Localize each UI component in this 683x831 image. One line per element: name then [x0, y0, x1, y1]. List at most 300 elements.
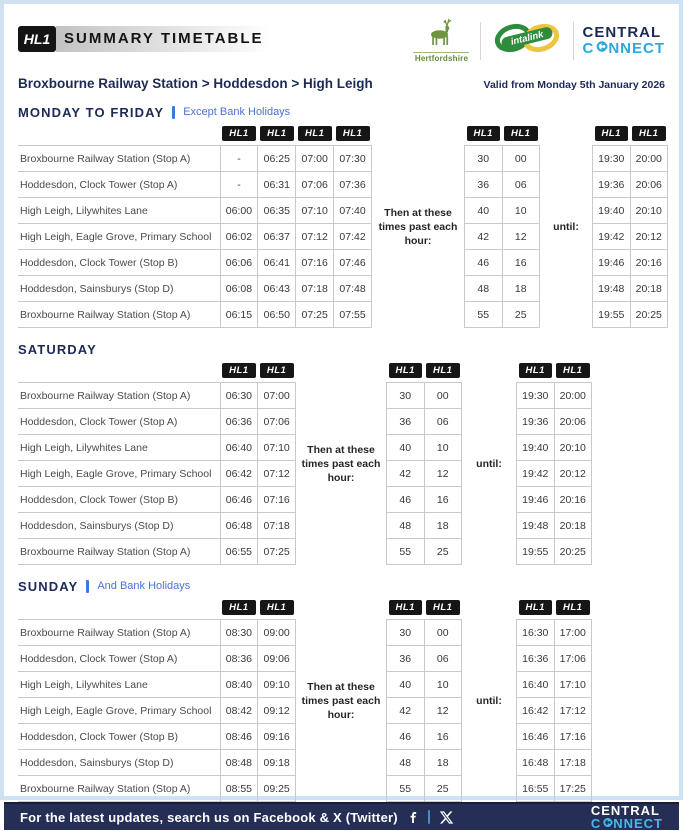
table-row: [517, 698, 592, 724]
time-cell: 55: [387, 539, 425, 565]
time-cell: 48: [465, 276, 503, 302]
time-cell: 16:30: [517, 620, 555, 646]
time-cell: 16:40: [517, 672, 555, 698]
table-row: [387, 776, 462, 802]
table-row: [18, 672, 296, 698]
time-cell: 17:12: [554, 698, 592, 724]
time-cell: 17:10: [554, 672, 592, 698]
header-row: [18, 126, 372, 146]
stops-table: [18, 126, 372, 328]
table-row: [517, 461, 592, 487]
time-cell: 42: [387, 698, 425, 724]
route-badge: HL1: [260, 600, 294, 615]
table-row: [593, 198, 668, 224]
time-cell: 42: [387, 461, 425, 487]
header-row: [18, 363, 296, 383]
table-row: [593, 224, 668, 250]
route-header: [220, 600, 258, 620]
final-times-table: [516, 600, 592, 802]
connect-prefix: C: [582, 39, 595, 57]
table-row: [18, 487, 296, 513]
time-cell: 19:42: [517, 461, 555, 487]
time-cell: 06:06: [220, 250, 258, 276]
table-row: [593, 250, 668, 276]
time-cell: 16:55: [517, 776, 555, 802]
route-badge: HL1: [298, 126, 332, 141]
footer: [4, 802, 679, 830]
route-header: [387, 600, 425, 620]
time-cell: 17:06: [554, 646, 592, 672]
svg-text:intalink: intalink: [510, 29, 546, 48]
time-cell: 07:42: [334, 224, 372, 250]
stop-name: High Leigh, Lilywhites Lane: [20, 204, 148, 217]
section-heading: [18, 341, 665, 357]
time-cell: 19:36: [593, 172, 631, 198]
stop-name: High Leigh, Eagle Grove, Primary School: [20, 230, 212, 243]
table-row: [517, 672, 592, 698]
route-header: [424, 600, 462, 620]
stop-name: Broxbourne Railway Station (Stop A): [20, 389, 191, 402]
stops-header-spacer: [18, 363, 220, 383]
time-cell: 20:25: [554, 539, 592, 565]
time-cell: 07:25: [296, 302, 334, 328]
route-header: [424, 363, 462, 383]
stop-name: Hoddesdon, Clock Tower (Stop B): [20, 256, 178, 269]
table-row: [387, 698, 462, 724]
route-badge: HL1: [556, 363, 590, 378]
time-cell: 06:40: [220, 435, 258, 461]
time-cell: 46: [387, 724, 425, 750]
time-cell: 20:06: [630, 172, 668, 198]
table-row: [517, 409, 592, 435]
time-cell: 08:48: [220, 750, 258, 776]
route-header: [334, 126, 372, 146]
time-cell: 55: [465, 302, 503, 328]
table-row: [387, 750, 462, 776]
time-cell: 17:16: [554, 724, 592, 750]
time-cell: 19:48: [593, 276, 631, 302]
time-cell: 30: [465, 146, 503, 172]
time-cell: 25: [502, 302, 540, 328]
time-cell: 20:00: [630, 146, 668, 172]
route-header: [517, 600, 555, 620]
deer-icon: [424, 18, 458, 51]
time-cell: 06:46: [220, 487, 258, 513]
table-row: [387, 513, 462, 539]
connect-suffix: NNECT: [608, 39, 665, 57]
time-cell: -: [220, 146, 258, 172]
route-header: [630, 126, 668, 146]
connect-infinity-icon: [595, 40, 608, 56]
route-badge: HL1: [519, 600, 553, 615]
route-description: Broxbourne Railway Station > Hoddesdon > High Leigh: [18, 76, 373, 91]
time-cell: 07:12: [258, 461, 296, 487]
time-cell: 00: [424, 620, 462, 646]
time-cell: 40: [465, 198, 503, 224]
stop-name: Hoddesdon, Sainsburys (Stop D): [20, 282, 174, 295]
time-cell: 19:40: [593, 198, 631, 224]
time-cell: 00: [424, 383, 462, 409]
connect-infinity-icon: [602, 817, 613, 830]
time-cell: 12: [424, 461, 462, 487]
table-row: [18, 198, 372, 224]
facebook-icon[interactable]: [408, 808, 419, 827]
route-badge: HL1: [389, 600, 423, 615]
minutes-past-hour-table: [386, 363, 462, 565]
time-cell: 25: [424, 539, 462, 565]
route-header: [258, 126, 296, 146]
route-number-badge: HL1: [18, 26, 56, 52]
time-cell: 19:55: [593, 302, 631, 328]
time-cell: 06:08: [220, 276, 258, 302]
time-cell: 17:18: [554, 750, 592, 776]
route-header: [387, 363, 425, 383]
header: [18, 16, 665, 63]
table-row: [387, 435, 462, 461]
time-cell: 08:46: [220, 724, 258, 750]
table-row: [18, 750, 296, 776]
time-cell: 19:40: [517, 435, 555, 461]
time-cell: 25: [424, 776, 462, 802]
table-row: [517, 513, 592, 539]
time-cell: 20:10: [554, 435, 592, 461]
table-row: [387, 620, 462, 646]
time-cell: 46: [465, 250, 503, 276]
stop-name: Broxbourne Railway Station (Stop A): [20, 626, 191, 639]
stop-name: Hoddesdon, Clock Tower (Stop A): [20, 178, 178, 191]
time-cell: 08:40: [220, 672, 258, 698]
section-title: SUNDAY: [18, 578, 79, 594]
time-cell: 07:25: [258, 539, 296, 565]
header-row: [517, 600, 592, 620]
table-row: [517, 776, 592, 802]
footer-central-connect-logo: [591, 804, 663, 830]
stop-name: Hoddesdon, Clock Tower (Stop B): [20, 730, 178, 743]
time-cell: 18: [502, 276, 540, 302]
table-row: [465, 198, 540, 224]
table-row: [387, 409, 462, 435]
time-cell: 06:36: [220, 409, 258, 435]
time-cell: 06:42: [220, 461, 258, 487]
time-cell: 06:37: [258, 224, 296, 250]
time-cell: 08:42: [220, 698, 258, 724]
x-twitter-icon[interactable]: [439, 810, 454, 825]
header-row: [18, 600, 296, 620]
section-heading: [18, 104, 665, 120]
table-row: [465, 250, 540, 276]
time-cell: 20:18: [630, 276, 668, 302]
logo-divider: [480, 22, 481, 60]
time-cell: 06:25: [258, 146, 296, 172]
time-cell: 48: [387, 750, 425, 776]
stop-name: Hoddesdon, Clock Tower (Stop A): [20, 415, 178, 428]
time-cell: 16: [424, 724, 462, 750]
stops-header-spacer: [18, 600, 220, 620]
time-cell: 12: [424, 698, 462, 724]
page-content: [4, 4, 679, 802]
time-cell: 07:36: [334, 172, 372, 198]
time-cell: 07:12: [296, 224, 334, 250]
section-sunday: [18, 578, 665, 802]
time-cell: 07:40: [334, 198, 372, 224]
time-cell: 19:48: [517, 513, 555, 539]
stop-name: Broxbourne Railway Station (Stop A): [20, 782, 191, 795]
route-row: [18, 76, 665, 91]
time-cell: 06:50: [258, 302, 296, 328]
table-row: [18, 276, 372, 302]
route-header: [220, 363, 258, 383]
time-cell: 06: [424, 409, 462, 435]
table-row: [387, 487, 462, 513]
time-cell: 06:55: [220, 539, 258, 565]
route-header: [296, 126, 334, 146]
route-badge: HL1: [556, 600, 590, 615]
time-cell: 06:48: [220, 513, 258, 539]
time-cell: 07:10: [296, 198, 334, 224]
table-row: [465, 224, 540, 250]
time-cell: 07:06: [296, 172, 334, 198]
time-cell: 20:16: [554, 487, 592, 513]
table-row: [387, 646, 462, 672]
time-cell: 48: [387, 513, 425, 539]
route-badge: HL1: [426, 363, 460, 378]
stop-name: High Leigh, Eagle Grove, Primary School: [20, 467, 212, 480]
time-cell: 20:12: [554, 461, 592, 487]
time-cell: 06:41: [258, 250, 296, 276]
intalink-logo: [489, 19, 565, 62]
header-row: [387, 363, 462, 383]
table-row: [18, 461, 296, 487]
minutes-past-hour-table: [464, 126, 540, 328]
heading-divider: [172, 106, 175, 119]
central-text: CENTRAL: [590, 803, 660, 818]
table-row: [18, 776, 296, 802]
time-cell: 08:30: [220, 620, 258, 646]
stop-name: Hoddesdon, Clock Tower (Stop B): [20, 493, 178, 506]
table-row: [593, 302, 668, 328]
route-badge: HL1: [222, 600, 256, 615]
connect-suffix: NNECT: [613, 816, 663, 831]
then-text: Then at these times past each hour:: [301, 443, 381, 485]
time-cell: 36: [465, 172, 503, 198]
table-row: [517, 646, 592, 672]
time-cell: -: [220, 172, 258, 198]
time-cell: 42: [465, 224, 503, 250]
stops-header-spacer: [18, 126, 220, 146]
time-cell: 55: [387, 776, 425, 802]
stops-table: [18, 363, 296, 565]
route-header: [554, 363, 592, 383]
time-cell: 06:00: [220, 198, 258, 224]
hertfordshire-logo: [410, 18, 472, 63]
table-row: [18, 698, 296, 724]
time-cell: 40: [387, 672, 425, 698]
table-row: [18, 383, 296, 409]
header-row: [517, 363, 592, 383]
table-row: [18, 146, 372, 172]
time-cell: 07:46: [334, 250, 372, 276]
table-row: [387, 383, 462, 409]
time-cell: 10: [424, 672, 462, 698]
stop-name: High Leigh, Eagle Grove, Primary School: [20, 704, 212, 717]
time-cell: 06:30: [220, 383, 258, 409]
social-icons: [408, 808, 454, 827]
route-header: [258, 600, 296, 620]
route-badge: HL1: [389, 363, 423, 378]
central-text: CENTRAL: [582, 24, 662, 41]
time-cell: 40: [387, 435, 425, 461]
timetable-row: [18, 363, 665, 565]
table-row: [465, 172, 540, 198]
table-row: [18, 513, 296, 539]
time-cell: 19:42: [593, 224, 631, 250]
time-cell: 20:00: [554, 383, 592, 409]
section-title: MONDAY TO FRIDAY: [18, 104, 165, 120]
route-badge: HL1: [222, 126, 256, 141]
time-cell: 07:30: [334, 146, 372, 172]
time-cell: 16:46: [517, 724, 555, 750]
time-cell: 06:35: [258, 198, 296, 224]
table-row: [18, 646, 296, 672]
logo-group: [410, 18, 665, 63]
time-cell: 08:36: [220, 646, 258, 672]
table-row: [18, 724, 296, 750]
table-row: [517, 487, 592, 513]
final-times-table: [516, 363, 592, 565]
time-cell: 16: [424, 487, 462, 513]
table-row: [517, 539, 592, 565]
route-header: [554, 600, 592, 620]
time-cell: 30: [387, 383, 425, 409]
route-header: [593, 126, 631, 146]
stop-name: High Leigh, Lilywhites Lane: [20, 441, 148, 454]
minutes-past-hour-table: [386, 600, 462, 802]
icon-divider: [428, 810, 430, 824]
route-header: [258, 363, 296, 383]
table-row: [18, 620, 296, 646]
time-cell: 19:30: [593, 146, 631, 172]
table-row: [465, 146, 540, 172]
table-row: [517, 750, 592, 776]
title-block: [18, 26, 270, 52]
table-row: [387, 672, 462, 698]
table-row: [517, 435, 592, 461]
route-badge: HL1: [260, 126, 294, 141]
section-saturday: [18, 341, 665, 565]
time-cell: 46: [387, 487, 425, 513]
footer-message: For the latest updates, search us on Facebook & X (Twitter): [20, 809, 398, 825]
table-row: [18, 224, 372, 250]
section-title: SATURDAY: [18, 341, 97, 357]
route-badge: HL1: [595, 126, 629, 141]
time-cell: 09:12: [258, 698, 296, 724]
timetable-row: [18, 600, 665, 802]
time-cell: 16:36: [517, 646, 555, 672]
time-cell: 08:55: [220, 776, 258, 802]
time-cell: 07:06: [258, 409, 296, 435]
route-badge: HL1: [504, 126, 538, 141]
stop-name: Broxbourne Railway Station (Stop A): [20, 308, 191, 321]
time-cell: 09:06: [258, 646, 296, 672]
valid-from-date: Valid from Monday 5th January 2026: [483, 79, 665, 91]
table-row: [18, 250, 372, 276]
table-row: [593, 172, 668, 198]
route-badge: HL1: [222, 363, 256, 378]
section-heading: [18, 578, 665, 594]
route-badge: HL1: [426, 600, 460, 615]
stop-name: Broxbourne Railway Station (Stop A): [20, 545, 191, 558]
time-cell: 16:42: [517, 698, 555, 724]
table-row: [18, 172, 372, 198]
until-label: until:: [476, 458, 502, 470]
connect-prefix: C: [590, 816, 602, 831]
table-row: [387, 461, 462, 487]
route-badge: HL1: [260, 363, 294, 378]
time-cell: 19:46: [593, 250, 631, 276]
time-cell: 07:00: [258, 383, 296, 409]
stop-name: High Leigh, Lilywhites Lane: [20, 678, 148, 691]
stop-name: Hoddesdon, Sainsburys (Stop D): [20, 756, 174, 769]
table-row: [18, 435, 296, 461]
time-cell: 17:00: [554, 620, 592, 646]
time-cell: 06:31: [258, 172, 296, 198]
time-cell: 06:43: [258, 276, 296, 302]
time-cell: 07:10: [258, 435, 296, 461]
table-row: [517, 620, 592, 646]
time-cell: 20:10: [630, 198, 668, 224]
time-cell: 09:10: [258, 672, 296, 698]
header-row: [593, 126, 668, 146]
header-row: [465, 126, 540, 146]
time-cell: 18: [424, 750, 462, 776]
stops-table: [18, 600, 296, 802]
route-badge: HL1: [519, 363, 553, 378]
time-cell: 19:55: [517, 539, 555, 565]
then-text: Then at these times past each hour:: [378, 206, 458, 248]
time-cell: 18: [424, 513, 462, 539]
time-cell: 20:06: [554, 409, 592, 435]
time-cell: 36: [387, 409, 425, 435]
table-row: [517, 724, 592, 750]
connect-text: [582, 40, 665, 56]
time-cell: 19:30: [517, 383, 555, 409]
table-row: [387, 724, 462, 750]
section-monday-friday: [18, 104, 665, 328]
time-cell: 19:46: [517, 487, 555, 513]
heading-divider: [86, 580, 89, 593]
table-row: [465, 302, 540, 328]
time-cell: 07:16: [296, 250, 334, 276]
time-cell: 09:25: [258, 776, 296, 802]
time-cell: 07:48: [334, 276, 372, 302]
time-cell: 00: [502, 146, 540, 172]
timetable-row: [18, 126, 665, 328]
time-cell: 07:18: [258, 513, 296, 539]
time-cell: 10: [424, 435, 462, 461]
header-row: [387, 600, 462, 620]
table-row: [593, 146, 668, 172]
table-row: [387, 539, 462, 565]
connect-text: [591, 817, 663, 830]
time-cell: 20:18: [554, 513, 592, 539]
page-title: SUMMARY TIMETABLE: [56, 26, 270, 52]
hertfordshire-label: Hertfordshire: [414, 54, 469, 63]
time-cell: 19:36: [517, 409, 555, 435]
time-cell: 36: [387, 646, 425, 672]
table-row: [593, 276, 668, 302]
table-row: [18, 539, 296, 565]
time-cell: 07:18: [296, 276, 334, 302]
